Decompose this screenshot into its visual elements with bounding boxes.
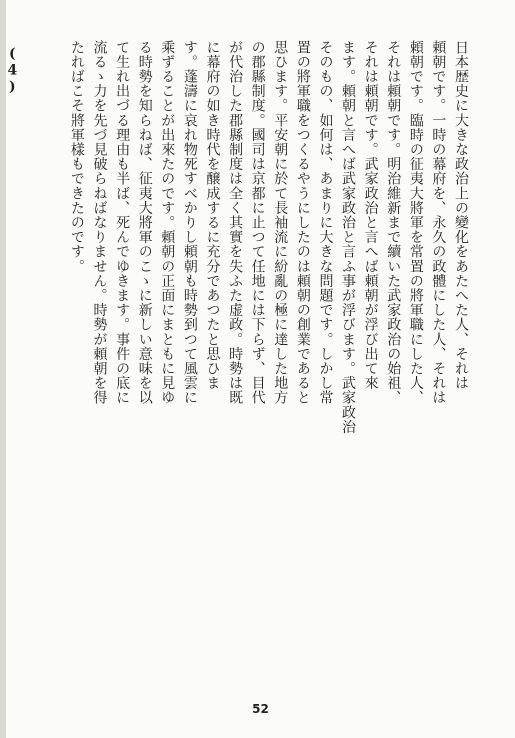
- text-line: の郡縣制度。國司は京都に止つて任地には下らず、目代: [249, 40, 266, 405]
- text-line: て生れ出づる理由も半ば、死んでゆきます。事件の底に: [114, 40, 131, 405]
- text-line: る時勢を知らねば、征夷大將軍のこゝに新しい意味を以: [136, 40, 153, 405]
- text-line: 置の將軍職をつくるやうにしたのは頼朝の創業であると: [294, 40, 311, 405]
- text-line: そのもの、如何は、あまりに大きな問題です。しかし常: [317, 40, 334, 405]
- text-line: 頼朝です。臨時の征夷大將軍を常置の將軍職にした人、: [407, 40, 424, 405]
- text-line: 日本歴史に大きな政治上の變化をあたへた人、それは: [453, 40, 469, 391]
- text-line: 流るゝ力を先づ見破らねばなりません。時勢が頼朝を得: [91, 40, 108, 405]
- text-line: それは頼朝です。明治維新まで續いた武家政治の始祖、: [385, 40, 402, 405]
- text-line: 乘ずることが出來たのです。頼朝の正面にまともに見ゆ: [159, 40, 176, 405]
- text-line: [0, 40, 1, 680]
- text-line: それは頼朝です。武家政治と言へば頼朝が浮び出て來: [362, 40, 379, 391]
- vertical-text-body: [4, 40, 486, 680]
- text-line: 思ひます。平安朝に於て長袖流に紛亂の極に達した地方: [272, 40, 289, 405]
- page-number: 52: [252, 702, 269, 716]
- text-line: に幕府の如き時代を醸成するに充分であつたと思ひま: [204, 40, 221, 391]
- section-heading: (4): [4, 46, 21, 96]
- text-line: たればこそ將軍樣もできたのです。: [68, 40, 85, 274]
- text-line: 頼朝です。一時の幕府を、永久の政體にした人、それは: [430, 40, 447, 405]
- text-line: ます。頼朝と言へば武家政治と言ふ事が浮びます。武家政治: [340, 40, 357, 435]
- text-line: が代治した郡縣制度は全く其實を失ふた虚政。時勢は既: [227, 40, 244, 405]
- text-line: す。蓬濤に哀れ物死すべかりし頼朝も時勢到つて風雲に: [181, 40, 198, 405]
